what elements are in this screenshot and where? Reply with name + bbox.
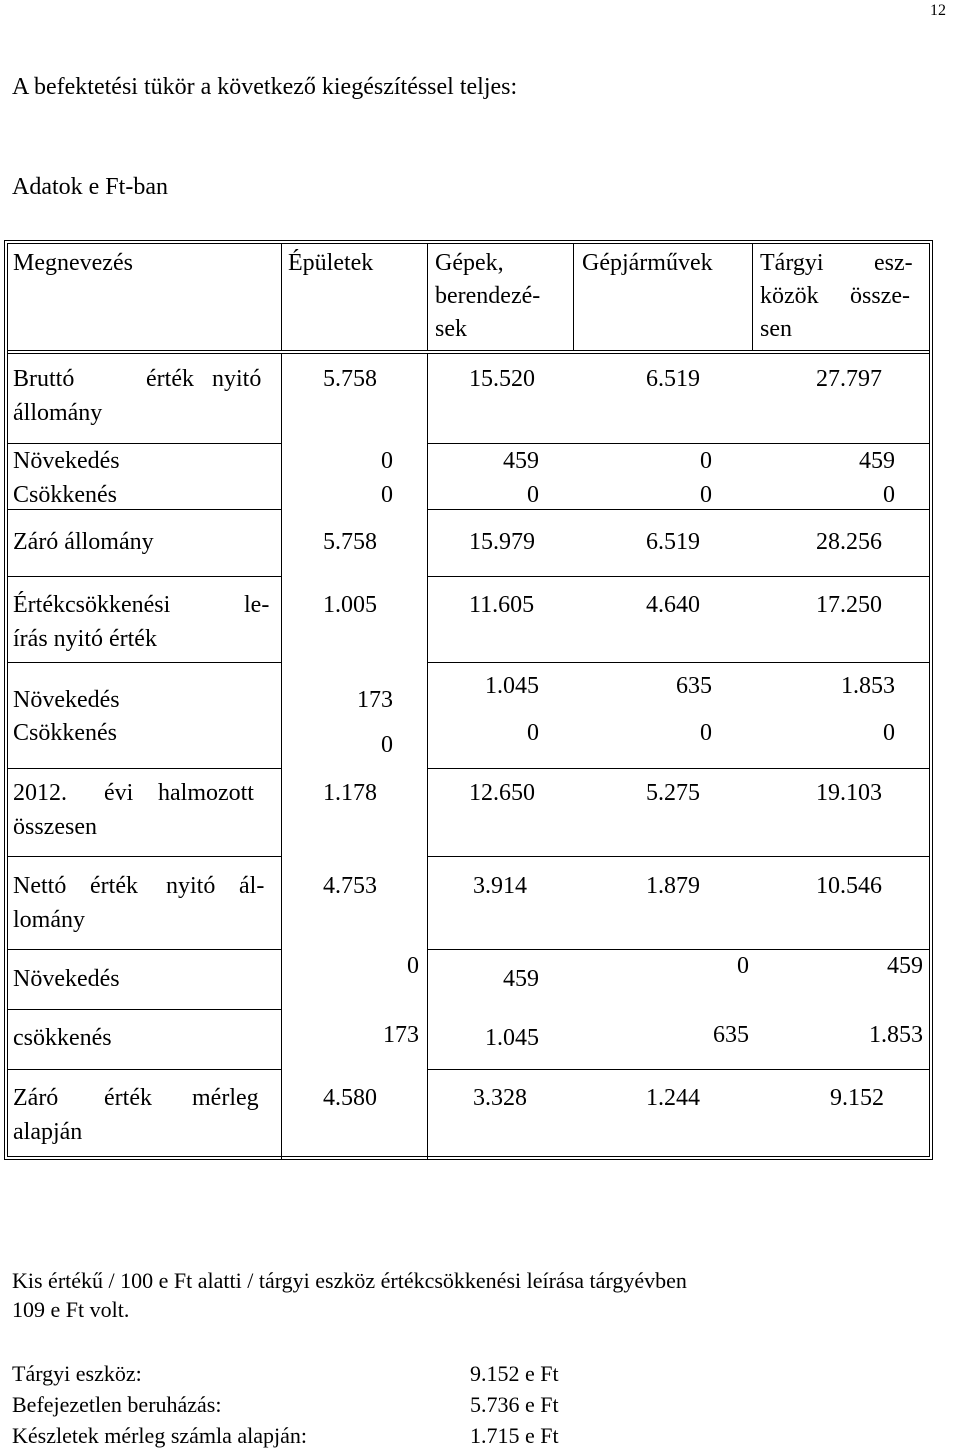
page-number: 12 xyxy=(930,2,946,19)
row-divider xyxy=(428,576,929,577)
cell-value: 0 xyxy=(700,720,712,746)
cell-value: 635 xyxy=(676,673,712,699)
row-label: Záró xyxy=(13,1085,59,1111)
row-label: Bruttó xyxy=(13,366,75,392)
cell-value: 459 xyxy=(859,448,895,474)
row-label: állomány xyxy=(13,400,103,426)
investment-table xyxy=(4,240,933,1160)
row-divider xyxy=(8,353,929,354)
cell-value: 1.853 xyxy=(841,673,895,699)
cell-value: 0 xyxy=(883,720,895,746)
row-divider xyxy=(428,768,929,769)
row-label: lomány xyxy=(13,907,85,933)
cell-value: 17.250 xyxy=(816,592,882,618)
cell-value: 28.256 xyxy=(816,529,882,555)
row-label: Növekedés xyxy=(13,448,120,474)
row-label: halmozott xyxy=(158,780,254,806)
row-divider xyxy=(428,662,929,663)
cell-value: 12.650 xyxy=(469,780,535,806)
cell-value: 1.005 xyxy=(323,592,377,618)
header-name: Megnevezés xyxy=(13,250,133,276)
row-divider xyxy=(8,1069,281,1070)
row-label: nyitó xyxy=(166,873,216,899)
col-divider xyxy=(752,244,753,351)
row-label: csökkenés xyxy=(13,1025,112,1051)
cell-value: 3.328 xyxy=(473,1085,527,1111)
summary-value: 9.152 e Ft xyxy=(470,1361,559,1386)
col-divider xyxy=(281,244,282,351)
summary-label: Tárgyi eszköz: xyxy=(12,1361,142,1386)
row-divider xyxy=(428,856,929,857)
cell-value: 173 xyxy=(383,1022,419,1048)
header-machines: berendezé- xyxy=(435,283,541,309)
col-divider xyxy=(281,354,282,1160)
cell-value: 0 xyxy=(737,953,749,979)
cell-value: 1.045 xyxy=(485,673,539,699)
row-label: érték xyxy=(104,1085,152,1111)
row-divider xyxy=(428,1069,929,1070)
row-divider xyxy=(428,949,929,950)
row-label: ál- xyxy=(239,873,265,899)
summary-label: Befejezetlen beruházás: xyxy=(12,1392,222,1417)
cell-value: 4.640 xyxy=(646,592,700,618)
cell-value: 459 xyxy=(503,966,539,992)
cell-value: 10.546 xyxy=(816,873,882,899)
row-label: érték xyxy=(90,873,138,899)
row-label: írás nyitó érték xyxy=(13,626,157,652)
row-label: Csökkenés xyxy=(13,720,117,746)
footnote: Kis értékű / 100 e Ft alatti / tárgyi eszköz értékcsökkenési leírása tárgyévben xyxy=(12,1268,687,1293)
header-total: esz- xyxy=(874,250,913,276)
summary-value: 1.715 e Ft xyxy=(470,1423,559,1448)
cell-value: 6.519 xyxy=(646,366,700,392)
summary-value: 5.736 e Ft xyxy=(470,1392,559,1417)
cell-value: 15.520 xyxy=(469,366,535,392)
header-total: össze- xyxy=(850,283,910,309)
cell-value: 0 xyxy=(407,953,419,979)
cell-value: 9.152 xyxy=(830,1085,884,1111)
cell-value: 6.519 xyxy=(646,529,700,555)
cell-value: 0 xyxy=(700,482,712,508)
row-label: évi xyxy=(104,780,134,806)
cell-value: 0 xyxy=(527,482,539,508)
cell-value: 173 xyxy=(357,687,393,713)
cell-value: 1.244 xyxy=(646,1085,700,1111)
row-divider xyxy=(8,856,281,857)
row-divider xyxy=(8,576,281,577)
cell-value: 459 xyxy=(503,448,539,474)
row-label: Növekedés xyxy=(13,687,120,713)
row-label: le- xyxy=(244,592,270,618)
cell-value: 0 xyxy=(381,448,393,474)
cell-value: 1.879 xyxy=(646,873,700,899)
row-label: alapján xyxy=(13,1119,83,1145)
cell-value: 0 xyxy=(381,732,393,758)
row-divider xyxy=(8,1009,281,1010)
row-label: Növekedés xyxy=(13,966,120,992)
units-note: Adatok e Ft-ban xyxy=(12,174,168,200)
cell-value: 459 xyxy=(887,953,923,979)
row-label: Nettó xyxy=(13,873,67,899)
row-label: Záró állomány xyxy=(13,529,154,555)
cell-value: 1.045 xyxy=(485,1025,539,1051)
intro-text: A befektetési tükör a következő kiegészítéssel teljes: xyxy=(12,74,518,100)
cell-value: 4.753 xyxy=(323,873,377,899)
cell-value: 27.797 xyxy=(816,366,882,392)
header-total: Tárgyi xyxy=(760,250,824,276)
row-label: nyitó xyxy=(212,366,262,392)
header-vehicles: Gépjárművek xyxy=(582,250,713,276)
row-label: Értékcsökkenési xyxy=(13,592,171,618)
cell-value: 1.178 xyxy=(323,780,377,806)
cell-value: 635 xyxy=(713,1022,749,1048)
row-divider xyxy=(428,509,929,510)
row-divider xyxy=(8,949,281,950)
cell-value: 5.275 xyxy=(646,780,700,806)
cell-value: 11.605 xyxy=(469,592,535,618)
cell-value: 0 xyxy=(700,448,712,474)
row-label: Csökkenés xyxy=(13,482,117,508)
cell-value: 15.979 xyxy=(469,529,535,555)
cell-value: 3.914 xyxy=(473,873,527,899)
row-label: összesen xyxy=(13,814,97,840)
col-divider xyxy=(573,244,574,351)
cell-value: 19.103 xyxy=(816,780,882,806)
cell-value: 0 xyxy=(883,482,895,508)
header-machines: Gépek, xyxy=(435,250,504,276)
header-buildings: Épületek xyxy=(288,250,374,276)
header-total: közök xyxy=(760,283,819,309)
row-divider xyxy=(8,768,281,769)
header-total: sen xyxy=(760,316,792,342)
row-label: 2012. xyxy=(13,780,67,806)
cell-value: 5.758 xyxy=(323,529,377,555)
cell-value: 5.758 xyxy=(323,366,377,392)
col-divider xyxy=(427,244,428,351)
footnote: 109 e Ft volt. xyxy=(12,1297,130,1322)
cell-value: 0 xyxy=(527,720,539,746)
cell-value: 1.853 xyxy=(869,1022,923,1048)
summary-label: Készletek mérleg számla alapján: xyxy=(12,1423,308,1448)
row-divider xyxy=(8,350,929,351)
row-label: érték xyxy=(146,366,194,392)
col-divider xyxy=(427,354,428,1160)
header-machines: sek xyxy=(435,316,467,342)
cell-value: 0 xyxy=(381,482,393,508)
cell-value: 4.580 xyxy=(323,1085,377,1111)
row-label: mérleg xyxy=(192,1085,259,1111)
row-divider xyxy=(8,662,281,663)
